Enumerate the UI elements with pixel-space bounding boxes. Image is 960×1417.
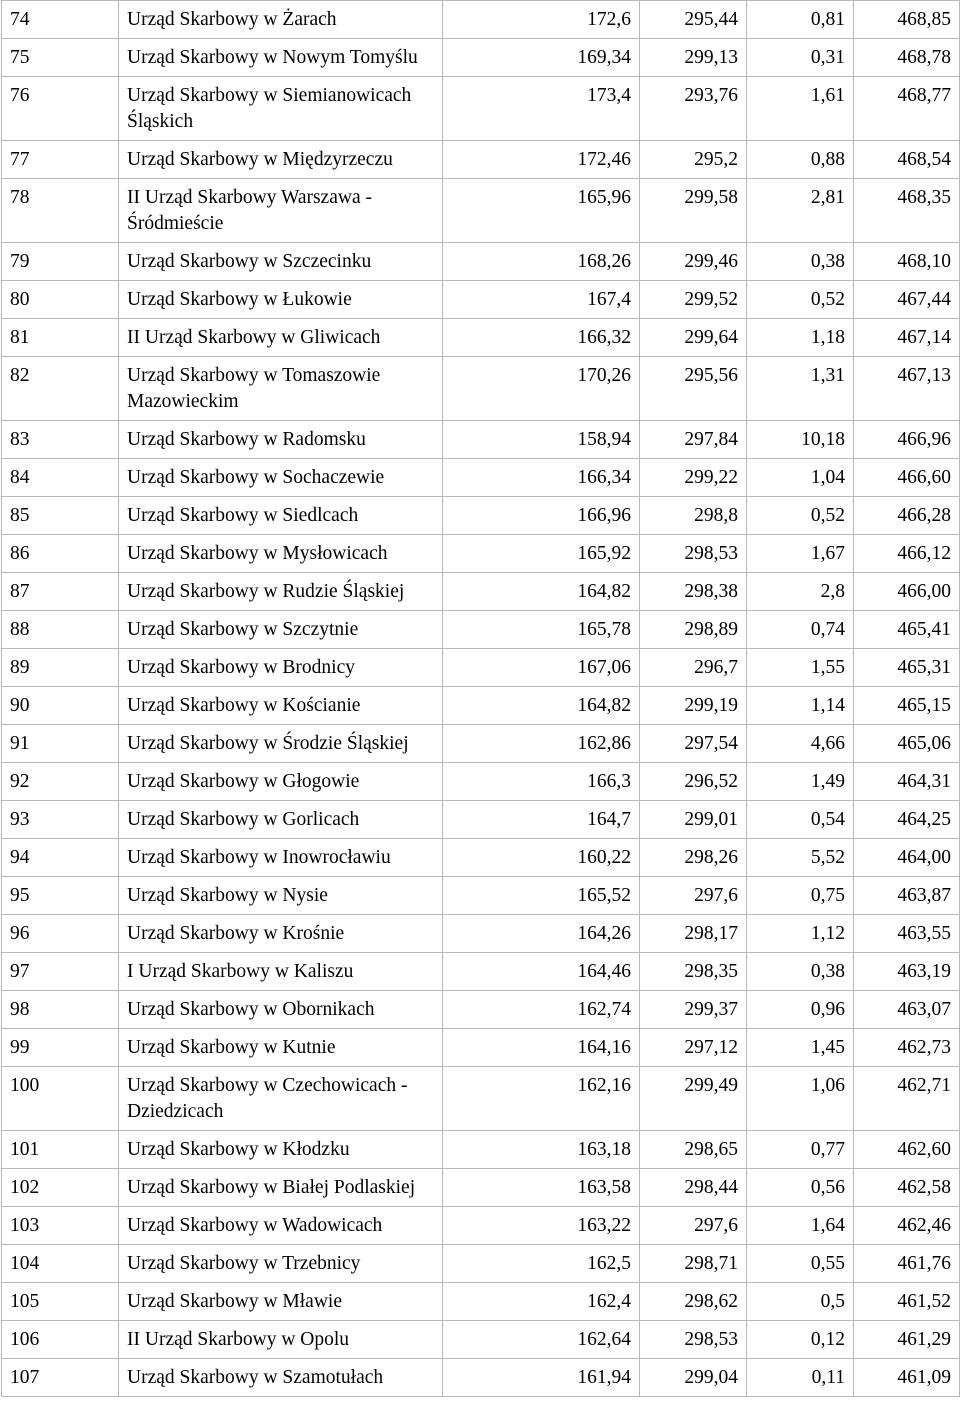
rank-cell: 97 (2, 953, 119, 991)
rank-cell: 75 (2, 39, 119, 77)
value-3-cell: 1,06 (747, 1067, 854, 1131)
table-row (2, 141, 960, 179)
value-3-cell: 0,38 (747, 243, 854, 281)
value-2-cell: 298,44 (640, 1169, 747, 1207)
office-name-cell: Urząd Skarbowy w Inowrocławiu (119, 839, 443, 877)
value-3-cell: 1,18 (747, 319, 854, 357)
value-2-cell: 299,13 (640, 39, 747, 77)
total-cell: 468,35 (854, 179, 960, 243)
value-2-cell: 298,62 (640, 1283, 747, 1321)
value-3-cell: 0,11 (747, 1359, 854, 1397)
value-1-cell: 164,26 (443, 915, 640, 953)
value-2-cell: 296,7 (640, 649, 747, 687)
rank-cell: 105 (2, 1283, 119, 1321)
table-row (2, 1169, 960, 1207)
rank-cell: 99 (2, 1029, 119, 1067)
table-row (2, 1359, 960, 1397)
total-cell: 464,25 (854, 801, 960, 839)
value-1-cell: 165,52 (443, 877, 640, 915)
value-2-cell: 298,65 (640, 1131, 747, 1169)
rank-cell: 104 (2, 1245, 119, 1283)
value-1-cell: 173,4 (443, 77, 640, 141)
total-cell: 462,71 (854, 1067, 960, 1131)
total-cell: 466,28 (854, 497, 960, 535)
value-3-cell: 10,18 (747, 421, 854, 459)
rank-cell: 95 (2, 877, 119, 915)
value-1-cell: 164,82 (443, 687, 640, 725)
table-row (2, 421, 960, 459)
value-3-cell: 2,8 (747, 573, 854, 611)
table-row (2, 357, 960, 421)
total-cell: 466,00 (854, 573, 960, 611)
office-name-cell: Urząd Skarbowy w Mławie (119, 1283, 443, 1321)
value-3-cell: 0,56 (747, 1169, 854, 1207)
value-3-cell: 0,75 (747, 877, 854, 915)
office-name-cell: Urząd Skarbowy w Gorlicach (119, 801, 443, 839)
table-row (2, 725, 960, 763)
office-name-cell: Urząd Skarbowy w Kościanie (119, 687, 443, 725)
value-3-cell: 0,54 (747, 801, 854, 839)
rank-cell: 94 (2, 839, 119, 877)
value-2-cell: 298,89 (640, 611, 747, 649)
value-3-cell: 0,5 (747, 1283, 854, 1321)
office-name-cell: Urząd Skarbowy w Szczecinku (119, 243, 443, 281)
rank-cell: 83 (2, 421, 119, 459)
table-row (2, 535, 960, 573)
table-row (2, 281, 960, 319)
office-name-cell: Urząd Skarbowy w Białej Podlaskiej (119, 1169, 443, 1207)
value-1-cell: 172,6 (443, 1, 640, 39)
value-2-cell: 299,22 (640, 459, 747, 497)
office-name-cell: Urząd Skarbowy w Żarach (119, 1, 443, 39)
office-name-cell: Urząd Skarbowy w Łukowie (119, 281, 443, 319)
office-name-cell: Urząd Skarbowy w Siedlcach (119, 497, 443, 535)
rank-cell: 107 (2, 1359, 119, 1397)
office-name-cell: Urząd Skarbowy w Kutnie (119, 1029, 443, 1067)
value-2-cell: 297,12 (640, 1029, 747, 1067)
table-row (2, 953, 960, 991)
value-1-cell: 162,16 (443, 1067, 640, 1131)
value-3-cell: 0,77 (747, 1131, 854, 1169)
value-1-cell: 163,58 (443, 1169, 640, 1207)
value-3-cell: 0,74 (747, 611, 854, 649)
rank-cell: 86 (2, 535, 119, 573)
total-cell: 467,44 (854, 281, 960, 319)
rank-cell: 78 (2, 179, 119, 243)
value-2-cell: 298,38 (640, 573, 747, 611)
office-name-cell: Urząd Skarbowy w Nysie (119, 877, 443, 915)
table-row (2, 839, 960, 877)
value-2-cell: 298,53 (640, 1321, 747, 1359)
total-cell: 466,60 (854, 459, 960, 497)
rank-cell: 82 (2, 357, 119, 421)
rank-cell: 84 (2, 459, 119, 497)
rank-cell: 93 (2, 801, 119, 839)
value-2-cell: 297,54 (640, 725, 747, 763)
value-1-cell: 165,92 (443, 535, 640, 573)
rank-cell: 87 (2, 573, 119, 611)
total-cell: 462,73 (854, 1029, 960, 1067)
value-1-cell: 162,86 (443, 725, 640, 763)
table-row (2, 179, 960, 243)
value-2-cell: 299,58 (640, 179, 747, 243)
value-2-cell: 298,17 (640, 915, 747, 953)
value-2-cell: 295,44 (640, 1, 747, 39)
office-name-cell: I Urząd Skarbowy w Kaliszu (119, 953, 443, 991)
value-1-cell: 162,5 (443, 1245, 640, 1283)
value-3-cell: 5,52 (747, 839, 854, 877)
value-3-cell: 1,45 (747, 1029, 854, 1067)
total-cell: 464,00 (854, 839, 960, 877)
table-row (2, 877, 960, 915)
value-3-cell: 0,52 (747, 281, 854, 319)
total-cell: 465,15 (854, 687, 960, 725)
rank-cell: 77 (2, 141, 119, 179)
table-row (2, 243, 960, 281)
office-name-cell: Urząd Skarbowy w Wadowicach (119, 1207, 443, 1245)
rank-cell: 103 (2, 1207, 119, 1245)
office-name-cell: Urząd Skarbowy w Siemianowicach Śląskich (119, 77, 443, 141)
rank-cell: 79 (2, 243, 119, 281)
value-1-cell: 166,34 (443, 459, 640, 497)
total-cell: 463,55 (854, 915, 960, 953)
total-cell: 467,14 (854, 319, 960, 357)
value-2-cell: 299,52 (640, 281, 747, 319)
value-3-cell: 1,49 (747, 763, 854, 801)
value-2-cell: 298,71 (640, 1245, 747, 1283)
value-1-cell: 163,18 (443, 1131, 640, 1169)
total-cell: 462,60 (854, 1131, 960, 1169)
value-3-cell: 0,96 (747, 991, 854, 1029)
rank-cell: 106 (2, 1321, 119, 1359)
value-3-cell: 1,61 (747, 77, 854, 141)
total-cell: 461,29 (854, 1321, 960, 1359)
table-row (2, 991, 960, 1029)
value-3-cell: 1,12 (747, 915, 854, 953)
table-row (2, 649, 960, 687)
value-3-cell: 1,31 (747, 357, 854, 421)
rank-cell: 100 (2, 1067, 119, 1131)
value-1-cell: 166,96 (443, 497, 640, 535)
value-1-cell: 162,64 (443, 1321, 640, 1359)
total-cell: 464,31 (854, 763, 960, 801)
value-3-cell: 1,14 (747, 687, 854, 725)
table-row (2, 319, 960, 357)
value-3-cell: 0,55 (747, 1245, 854, 1283)
value-2-cell: 299,19 (640, 687, 747, 725)
office-name-cell: Urząd Skarbowy w Obornikach (119, 991, 443, 1029)
table-row (2, 1131, 960, 1169)
total-cell: 461,76 (854, 1245, 960, 1283)
value-1-cell: 167,4 (443, 281, 640, 319)
value-1-cell: 164,82 (443, 573, 640, 611)
rank-cell: 74 (2, 1, 119, 39)
office-name-cell: II Urząd Skarbowy Warszawa - Śródmieście (119, 179, 443, 243)
value-2-cell: 298,8 (640, 497, 747, 535)
total-cell: 461,09 (854, 1359, 960, 1397)
value-3-cell: 2,81 (747, 179, 854, 243)
value-1-cell: 164,46 (443, 953, 640, 991)
rank-cell: 88 (2, 611, 119, 649)
total-cell: 466,12 (854, 535, 960, 573)
value-2-cell: 299,64 (640, 319, 747, 357)
value-2-cell: 297,6 (640, 1207, 747, 1245)
total-cell: 462,46 (854, 1207, 960, 1245)
table-row (2, 1029, 960, 1067)
office-name-cell: Urząd Skarbowy w Brodnicy (119, 649, 443, 687)
office-name-cell: Urząd Skarbowy w Sochaczewie (119, 459, 443, 497)
value-2-cell: 299,37 (640, 991, 747, 1029)
office-name-cell: Urząd Skarbowy w Mysłowicach (119, 535, 443, 573)
value-3-cell: 0,52 (747, 497, 854, 535)
value-2-cell: 298,53 (640, 535, 747, 573)
rank-cell: 92 (2, 763, 119, 801)
total-cell: 462,58 (854, 1169, 960, 1207)
total-cell: 468,10 (854, 243, 960, 281)
office-name-cell: Urząd Skarbowy w Trzebnicy (119, 1245, 443, 1283)
value-3-cell: 0,12 (747, 1321, 854, 1359)
office-name-cell: Urząd Skarbowy w Radomsku (119, 421, 443, 459)
office-name-cell: Urząd Skarbowy w Szamotułach (119, 1359, 443, 1397)
total-cell: 463,19 (854, 953, 960, 991)
rank-cell: 89 (2, 649, 119, 687)
table-row (2, 497, 960, 535)
value-3-cell: 0,31 (747, 39, 854, 77)
total-cell: 463,87 (854, 877, 960, 915)
value-2-cell: 297,84 (640, 421, 747, 459)
value-1-cell: 162,74 (443, 991, 640, 1029)
total-cell: 465,31 (854, 649, 960, 687)
office-name-cell: Urząd Skarbowy w Szczytnie (119, 611, 443, 649)
table-row (2, 1207, 960, 1245)
value-1-cell: 172,46 (443, 141, 640, 179)
table-row (2, 1321, 960, 1359)
office-name-cell: Urząd Skarbowy w Tomaszowie Mazowieckim (119, 357, 443, 421)
value-1-cell: 163,22 (443, 1207, 640, 1245)
table-row (2, 687, 960, 725)
total-cell: 465,06 (854, 725, 960, 763)
value-3-cell: 1,67 (747, 535, 854, 573)
value-3-cell: 4,66 (747, 725, 854, 763)
rank-cell: 76 (2, 77, 119, 141)
rank-cell: 101 (2, 1131, 119, 1169)
total-cell: 465,41 (854, 611, 960, 649)
office-name-cell: Urząd Skarbowy w Głogowie (119, 763, 443, 801)
value-1-cell: 161,94 (443, 1359, 640, 1397)
office-name-cell: Urząd Skarbowy w Krośnie (119, 915, 443, 953)
value-1-cell: 160,22 (443, 839, 640, 877)
value-1-cell: 158,94 (443, 421, 640, 459)
office-name-cell: II Urząd Skarbowy w Gliwicach (119, 319, 443, 357)
value-2-cell: 298,35 (640, 953, 747, 991)
value-2-cell: 299,49 (640, 1067, 747, 1131)
rank-cell: 96 (2, 915, 119, 953)
value-1-cell: 167,06 (443, 649, 640, 687)
total-cell: 468,54 (854, 141, 960, 179)
total-cell: 463,07 (854, 991, 960, 1029)
value-1-cell: 166,32 (443, 319, 640, 357)
table-row (2, 763, 960, 801)
value-1-cell: 165,78 (443, 611, 640, 649)
office-name-cell: II Urząd Skarbowy w Opolu (119, 1321, 443, 1359)
table-row (2, 1067, 960, 1131)
value-3-cell: 0,81 (747, 1, 854, 39)
total-cell: 467,13 (854, 357, 960, 421)
total-cell: 468,78 (854, 39, 960, 77)
value-3-cell: 0,38 (747, 953, 854, 991)
value-1-cell: 164,7 (443, 801, 640, 839)
value-1-cell: 162,4 (443, 1283, 640, 1321)
value-1-cell: 164,16 (443, 1029, 640, 1067)
office-name-cell: Urząd Skarbowy w Czechowicach - Dziedzicach (119, 1067, 443, 1131)
table-row (2, 39, 960, 77)
total-cell: 461,52 (854, 1283, 960, 1321)
total-cell: 468,85 (854, 1, 960, 39)
value-3-cell: 1,04 (747, 459, 854, 497)
rank-cell: 102 (2, 1169, 119, 1207)
value-2-cell: 299,04 (640, 1359, 747, 1397)
table-row (2, 1, 960, 39)
rank-cell: 80 (2, 281, 119, 319)
rank-cell: 98 (2, 991, 119, 1029)
office-name-cell: Urząd Skarbowy w Kłodzku (119, 1131, 443, 1169)
value-1-cell: 165,96 (443, 179, 640, 243)
office-name-cell: Urząd Skarbowy w Środzie Śląskiej (119, 725, 443, 763)
total-cell: 468,77 (854, 77, 960, 141)
value-2-cell: 299,46 (640, 243, 747, 281)
table-row (2, 611, 960, 649)
office-name-cell: Urząd Skarbowy w Nowym Tomyślu (119, 39, 443, 77)
value-3-cell: 1,55 (747, 649, 854, 687)
table-row (2, 1283, 960, 1321)
value-2-cell: 295,56 (640, 357, 747, 421)
value-2-cell: 299,01 (640, 801, 747, 839)
value-1-cell: 168,26 (443, 243, 640, 281)
value-1-cell: 166,3 (443, 763, 640, 801)
value-1-cell: 170,26 (443, 357, 640, 421)
table-row (2, 77, 960, 141)
value-2-cell: 296,52 (640, 763, 747, 801)
total-cell: 466,96 (854, 421, 960, 459)
table-row (2, 915, 960, 953)
rank-cell: 81 (2, 319, 119, 357)
value-3-cell: 0,88 (747, 141, 854, 179)
office-name-cell: Urząd Skarbowy w Międzyrzeczu (119, 141, 443, 179)
value-2-cell: 295,2 (640, 141, 747, 179)
rank-cell: 91 (2, 725, 119, 763)
value-2-cell: 297,6 (640, 877, 747, 915)
ranking-table (1, 0, 960, 1397)
value-2-cell: 293,76 (640, 77, 747, 141)
table-row (2, 1245, 960, 1283)
office-name-cell: Urząd Skarbowy w Rudzie Śląskiej (119, 573, 443, 611)
table-row (2, 459, 960, 497)
table-row (2, 573, 960, 611)
value-3-cell: 1,64 (747, 1207, 854, 1245)
table-row (2, 801, 960, 839)
value-2-cell: 298,26 (640, 839, 747, 877)
value-1-cell: 169,34 (443, 39, 640, 77)
rank-cell: 90 (2, 687, 119, 725)
rank-cell: 85 (2, 497, 119, 535)
